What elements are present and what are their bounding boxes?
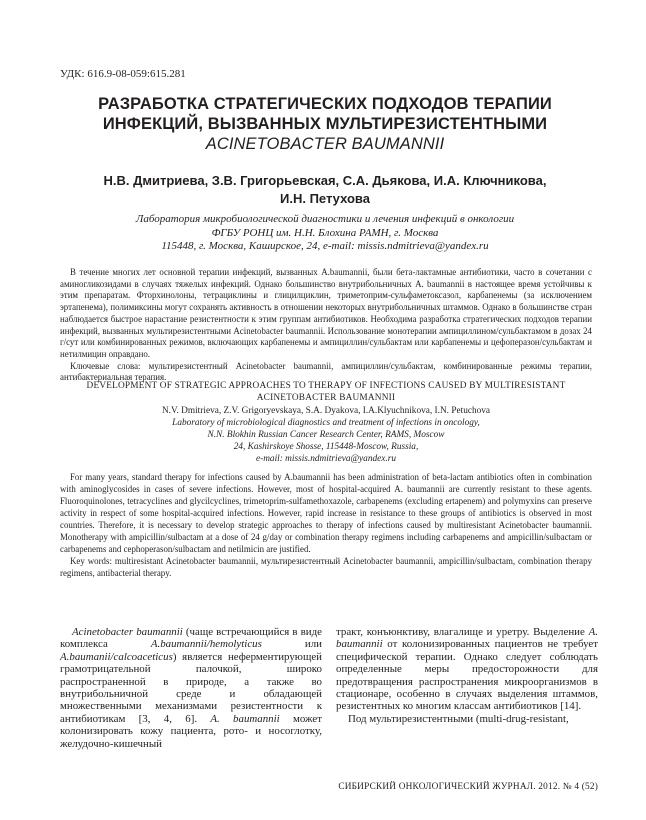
body-column-right [336, 626, 598, 725]
body-left-text-2: или [261, 638, 322, 651]
affiliation-line-3: 115448, г. Москва, Каширское, 24, e-mail: missis.ndmitrieva@yandex.ru [161, 240, 489, 252]
title-line-3: ACINETOBACTER BAUMANNII [205, 135, 445, 153]
body-right-paragraph-1 [336, 626, 598, 713]
affiliation [70, 213, 580, 254]
english-title-line-1: DEVELOPMENT OF STRATEGIC APPROACHES TO THERAPY OF INFECTIONS CAUSED BY MULTIRESISTANT [86, 381, 566, 391]
keywords-ru: Ключевые слова: мультирезистентный Acinetobacter baumannii, ампициллин/сульбактам, комбинированные режимы терапии, антибактериальная терапия. [60, 360, 592, 383]
body-left-text-4: может колонизировать кожу пациента, рото- и носоглотку, желудочно-кишечный [60, 712, 323, 750]
authors-line-2: И.Н. Петухова [280, 191, 370, 206]
body-left-italic-3: A.baumanii/calcoaceticus [60, 650, 173, 663]
body-right-text-2: от колонизированных пациентов не требует специфической терапии. Однако следует соблюдать определенные меры предосторожности для предотвращения распространения микроорганизмов в стационаре, особенно в случаях выделения штаммов, резистентных ко многим классам антибиотиков [14]. [336, 638, 598, 713]
english-authors-block [60, 405, 592, 465]
body-left-italic-1: Acinetobacter baumannii [72, 626, 183, 638]
english-affiliation-line-3: 24, Kashirskoye Shosse, 115448-Moscow, Russia, [233, 442, 419, 452]
title-line-1: РАЗРАБОТКА СТРАТЕГИЧЕСКИХ ПОДХОДОВ ТЕРАПИИ [98, 95, 552, 113]
body-left-italic-4: A. baumannii [210, 712, 280, 725]
abstract-english [60, 471, 592, 579]
body-left-text-1: (чаще встречающийся в виде комплекса [60, 626, 322, 651]
udk-code: УДК: 616.9-08-059:615.281 [60, 68, 186, 80]
body-right-paragraph-2: Под мультирезистентными (multi-drug-resistant, [348, 712, 569, 725]
abstract-en-body: For many years, standard therapy for infections caused by A.baumannii has been administration of beta-lactam antibiotics often in combination with aminoglycosides in cases of severe infections. However, most of hospital-acquired A. baumannii are currently resistant to these agents. Fluoroquinolones, tetracyclines and glycilcyclines, trimetoprim-sulfamethoxazole, carbapenems (excluding ertapenem) and polymyxins can preserve activity in respect of some hospital-acquired infections. However, rapid increase in resistance to these groups of antibiotics is observed in most countries. Therefore, it is necessary to develop strategic approaches to therapy of infections caused by multiresistant Acinetobacter baumannii. Monotherapy with ampicillin/sulbactam at a dose of 24 g/day or combination therapy regimens including carbapenems and ampicillin/sulbactam or carbapenems and cephoperason/sulbactam and netilmicin are justified. [60, 472, 592, 554]
abstract-russian [60, 267, 592, 384]
journal-footer: СИБИРСКИЙ ОНКОЛОГИЧЕСКИЙ ЖУРНАЛ. 2012. № 4 (52) [338, 782, 598, 792]
body-right-text-1: тракт, конъюнктиву, влагалище и уретру. Выделение [336, 626, 589, 638]
english-affiliation-line-4: e-mail: missis.ndmitrieva@yandex.ru [256, 454, 396, 464]
keywords-en: Key words: multiresistant Acinetobacter baumannii, мультирезистентный Acinetobacter baumannii, ampicillin/sulbactam, combination therapy regimens, antibacterial therapy. [60, 556, 592, 578]
body-left-italic-2: A.baumannii/hemolyticus [150, 638, 262, 651]
title-line-2: ИНФЕКЦИЙ, ВЫЗВАННЫХ МУЛЬТИРЕЗИСТЕНТНЫМИ [102, 115, 548, 133]
affiliation-line-2: ФГБУ РОНЦ им. Н.Н. Блохина РАМН, г. Москва [211, 226, 439, 239]
article-title [60, 94, 590, 154]
english-affiliation-line-1: Laboratory of microbiological diagnostics and treatment of infections in oncology, [172, 418, 480, 428]
english-title-line-2: ACINETOBACTER BAUMANNII [256, 392, 396, 403]
english-authors: N.V. Dmitrieva, Z.V. Grigoryevskaya, S.A. Dyakova, I.A.Klyuchnikova, I.N. Petuchova [161, 406, 491, 416]
body-column-left [60, 626, 322, 750]
authors-line-1: Н.В. Дмитриева, З.В. Григорьевская, С.А. Дьякова, И.А. Ключникова, [103, 173, 547, 188]
body-left-paragraph [60, 626, 322, 750]
abstract-ru-body: В течение многих лет основной терапии инфекций, вызванных A.baumannii, были бета-лактамные антибиотики, часто в сочетании с аминогликозидами в случаях тяжелых инфекций. Однако большинство внутрибольничных A. baumannii в настоящее время устойчивы к этим препаратам. Фторхинолоны, тетрациклины и глицилциклин, триметоприм-сульфаметоксазол, карбапенемы (за исключением эртапенема), полимиксины могут сохранять активность в отношении некоторых внутрибольничных штаммов. Однако в большинстве стран наблюдается быстрое нарастание резистентности к этим группам антибиотиков. Необходима разработка стратегических подходов терапии инфекций, вызванных мультирезистентными Acinetobacter baumannii. Использование монотерапии ампициллином/сульбактамом в дозах 24 г/сут или комбинированных режимов, включающих карбапенемы и ампициллин/сульбактам или карбапенемы и цефоперазон/сульбактам и нетилмицин оправдано. [60, 267, 592, 359]
affiliation-line-1: Лаборатория микробиологической диагностики и лечения инфекций в онкологии [135, 213, 515, 225]
english-title [60, 381, 592, 405]
body-right-italic-1: A. baumannii [336, 626, 598, 651]
english-affiliation-line-2: N.N. Blokhin Russian Cancer Research Center, RAMS, Moscow [207, 430, 445, 440]
authors [60, 172, 590, 208]
body-left-text-3: ) является неферментирующей грамотрицательной палочкой, широко распространенной в природе, а также во внутрибольничной среде и обладающей множественными механизмами резистентности к антибиотикам [3, 4, 6]. [60, 650, 322, 725]
